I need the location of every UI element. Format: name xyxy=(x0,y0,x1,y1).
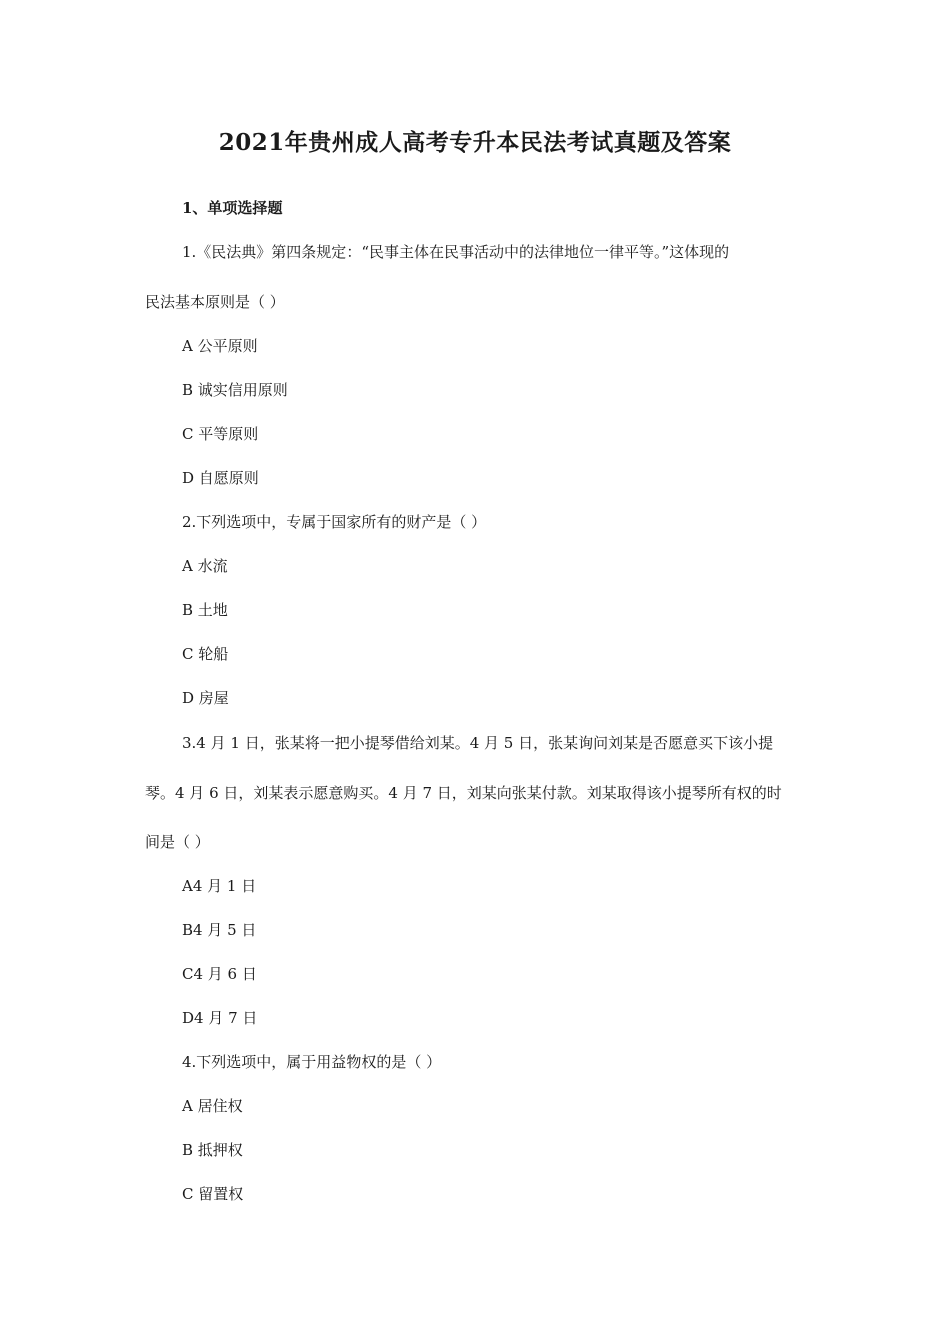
question-2-option-d: D 房屋 xyxy=(182,689,229,707)
question-4-option-c: C 留置权 xyxy=(182,1185,244,1203)
question-2-option-a: A 水流 xyxy=(182,557,228,575)
section-heading: 1、单项选择题 xyxy=(182,199,283,217)
question-3-text-line-3: 间是（ ） xyxy=(145,833,210,851)
question-1-option-a: A 公平原则 xyxy=(182,337,258,355)
question-4-option-a: A 居住权 xyxy=(182,1097,243,1115)
question-3-option-d: D4 月 7 日 xyxy=(182,1009,258,1027)
question-2-text: 2.下列选项中，专属于国家所有的财产是（ ） xyxy=(182,513,487,531)
question-3-text-line-1: 3.4 月 1 日，张某将一把小提琴借给刘某。4 月 5 日，张某询问刘某是否愿意买下该小提 xyxy=(182,734,774,752)
question-3-option-b: B4 月 5 日 xyxy=(182,921,257,939)
question-3-option-a: A4 月 1 日 xyxy=(182,877,257,895)
question-1-option-c: C 平等原则 xyxy=(182,425,259,443)
question-2-option-b: B 土地 xyxy=(182,601,228,619)
question-1-text-line-2: 民法基本原则是（ ） xyxy=(145,293,285,311)
question-4-option-b: B 抵押权 xyxy=(182,1141,243,1159)
question-3-option-c: C4 月 6 日 xyxy=(182,965,257,983)
document-title: 2021年贵州成人高考专升本民法考试真题及答案 xyxy=(218,129,732,156)
question-3-text-line-2: 琴。4 月 6 日，刘某表示愿意购买。4 月 7 日，刘某向张某付款。刘某取得该小提琴所有权的时 xyxy=(145,784,782,802)
question-1-text-line-1: 1.《民法典》第四条规定：“民事主体在民事活动中的法律地位一律平等。”这体现的 xyxy=(182,243,730,261)
question-1-option-b: B 诚实信用原则 xyxy=(182,381,288,399)
question-1-option-d: D 自愿原则 xyxy=(182,469,259,487)
question-2-option-c: C 轮船 xyxy=(182,645,229,663)
question-4-text: 4.下列选项中，属于用益物权的是（ ） xyxy=(182,1053,442,1071)
